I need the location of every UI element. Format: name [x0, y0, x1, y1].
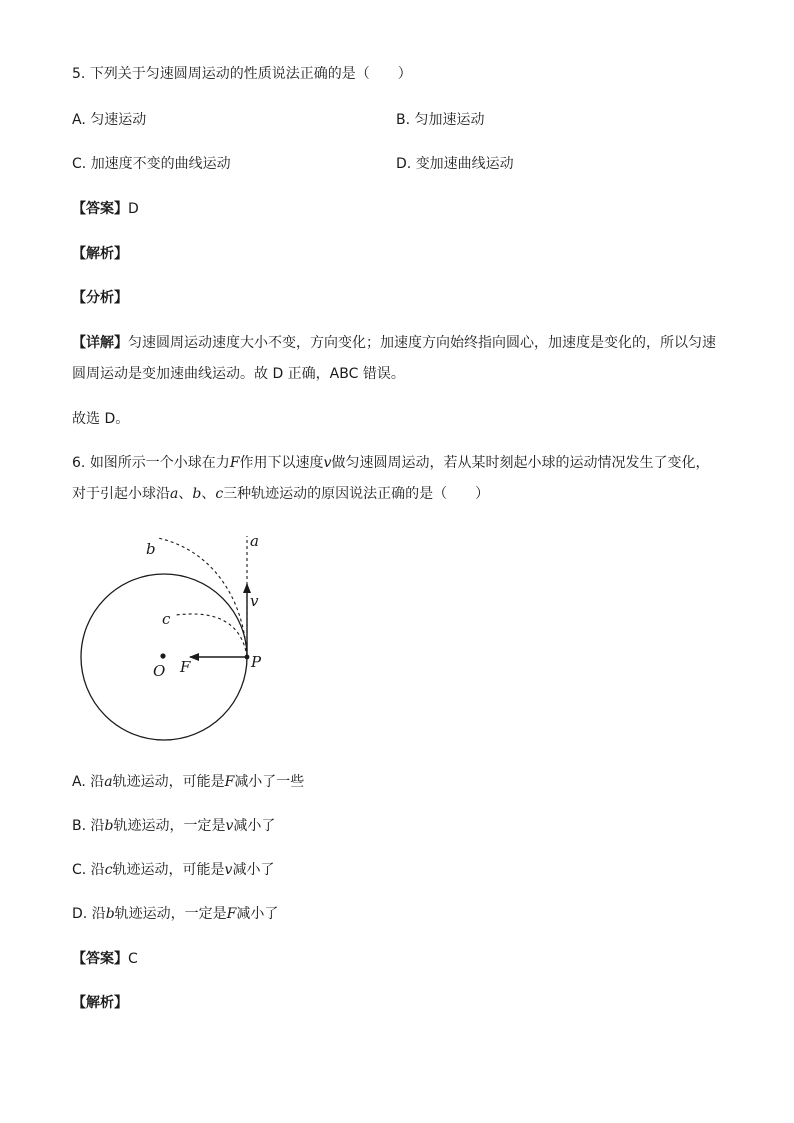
q6-option-d-pre: 沿 [91, 906, 106, 922]
q5-answer-value: D [128, 201, 139, 217]
q6-option-b-var2: v [225, 818, 234, 834]
q6-option-d-var2: F [226, 906, 237, 922]
q6-option-c-var2: v [224, 862, 233, 878]
q6-option-c [72, 860, 274, 880]
q6-option-b-letter: B. [72, 818, 87, 834]
q6-option-d [72, 904, 278, 924]
q6-stem-part2: 作用下以速度 [239, 455, 324, 471]
q6-option-a-post: 减小了一些 [234, 774, 305, 790]
q6-answer-tag: 【答案】 [72, 951, 128, 967]
q6-stem-b: b [192, 486, 202, 502]
q6-option-b [72, 816, 275, 836]
q6-option-c-letter: C. [72, 862, 87, 878]
q5-fenxi-tag: 【分析】 [72, 290, 128, 306]
q5-conclusion-text: 故选 D。 [72, 411, 130, 427]
q5-fenxi-heading [72, 288, 128, 308]
q6-stem-sep2: 、 [201, 486, 216, 502]
q6-option-b-mid: 轨迹运动，一定是 [113, 818, 226, 834]
q6-option-d-mid: 轨迹运动，一定是 [114, 906, 227, 922]
label-O: O [153, 662, 166, 680]
q6-option-a-pre: 沿 [90, 774, 105, 790]
label-b: b [146, 540, 156, 558]
q6-option-c-post: 减小了 [232, 862, 275, 878]
q5-answer [72, 199, 139, 219]
q5-detail-text-2: 圆周运动是变加速曲线运动。故 D 正确，ABC 错误。 [72, 366, 405, 382]
q5-analysis-heading [72, 244, 128, 264]
q5-detail-line-1 [72, 333, 716, 353]
q6-option-c-mid: 轨迹运动，可能是 [112, 862, 225, 878]
q6-answer [72, 949, 138, 969]
q6-option-d-letter: D. [72, 906, 88, 922]
q6-stem-line2-part1: 对于引起小球沿 [72, 486, 170, 502]
label-c: c [162, 610, 171, 628]
q6-option-a-var2: F [224, 774, 235, 790]
q6-stem-line-1 [72, 453, 709, 473]
label-a: a [250, 532, 259, 550]
q5-option-a-letter: A. [72, 112, 86, 128]
q6-stem-c: c [215, 486, 224, 502]
q6-stem-a: a [170, 486, 179, 502]
q6-stem-v: v [323, 455, 332, 471]
q5-option-a-text: 匀速运动 [90, 112, 147, 128]
q5-stem [72, 64, 412, 84]
trajectory-c [176, 614, 247, 657]
q5-detail-text-1: 匀速圆周运动速度大小不变，方向变化；加速度方向始终指向圆心，加速度是变化的，所以匀速 [128, 335, 716, 351]
q5-analysis-tag: 【解析】 [72, 246, 128, 262]
q5-detail-line-2 [72, 364, 405, 384]
q6-option-a [72, 772, 304, 792]
label-F: F [180, 658, 191, 676]
q6-option-c-var: c [104, 862, 113, 878]
q6-stem-F: F [229, 455, 240, 471]
q6-analysis-heading [72, 993, 128, 1013]
q6-stem-part1: 如图所示一个小球在力 [89, 455, 230, 471]
q6-option-d-var: b [105, 906, 115, 922]
center-point-O [160, 653, 165, 658]
q5-stem-text: 下列关于匀速圆周运动的性质说法正确的是（ ） [89, 66, 412, 82]
q5-option-d [396, 154, 514, 174]
q6-stem-line-2 [72, 484, 489, 504]
q5-answer-tag: 【答案】 [72, 201, 128, 217]
q6-option-b-pre: 沿 [90, 818, 105, 834]
q6-option-a-var: a [104, 774, 113, 790]
q5-option-b-text: 匀加速运动 [414, 112, 485, 128]
q6-option-b-var: b [104, 818, 114, 834]
q6-option-a-mid: 轨迹运动，可能是 [112, 774, 225, 790]
q6-stem-sep1: 、 [178, 486, 193, 502]
q5-option-d-letter: D. [396, 156, 412, 172]
q5-detail-tag: 【详解】 [72, 335, 128, 351]
q5-option-c-text: 加速度不变的曲线运动 [90, 156, 231, 172]
q6-answer-value: C [128, 951, 138, 967]
q6-option-c-pre: 沿 [90, 862, 105, 878]
q5-conclusion [72, 409, 129, 429]
q6-option-a-letter: A. [72, 774, 86, 790]
circular-motion-diagram [72, 528, 292, 750]
trajectory-b [158, 538, 247, 657]
q5-option-c-letter: C. [72, 156, 87, 172]
q5-option-a [72, 110, 146, 130]
q5-option-d-text: 变加速曲线运动 [415, 156, 514, 172]
q6-option-b-post: 减小了 [233, 818, 276, 834]
label-v: v [250, 592, 259, 610]
q5-option-c [72, 154, 231, 174]
q5-option-b [396, 110, 485, 130]
q6-stem-part3: 做匀速圆周运动，若从某时刻起小球的运动情况发生了变化， [331, 455, 710, 471]
label-P: P [251, 653, 262, 671]
q6-option-d-post: 减小了 [236, 906, 279, 922]
q6-analysis-tag: 【解析】 [72, 995, 128, 1011]
q5-number: 5. [72, 66, 86, 82]
q6-number: 6. [72, 455, 86, 471]
q5-option-b-letter: B. [396, 112, 411, 128]
q6-stem-line2-part2: 三种轨迹运动的原因说法正确的是（ ） [223, 486, 490, 502]
